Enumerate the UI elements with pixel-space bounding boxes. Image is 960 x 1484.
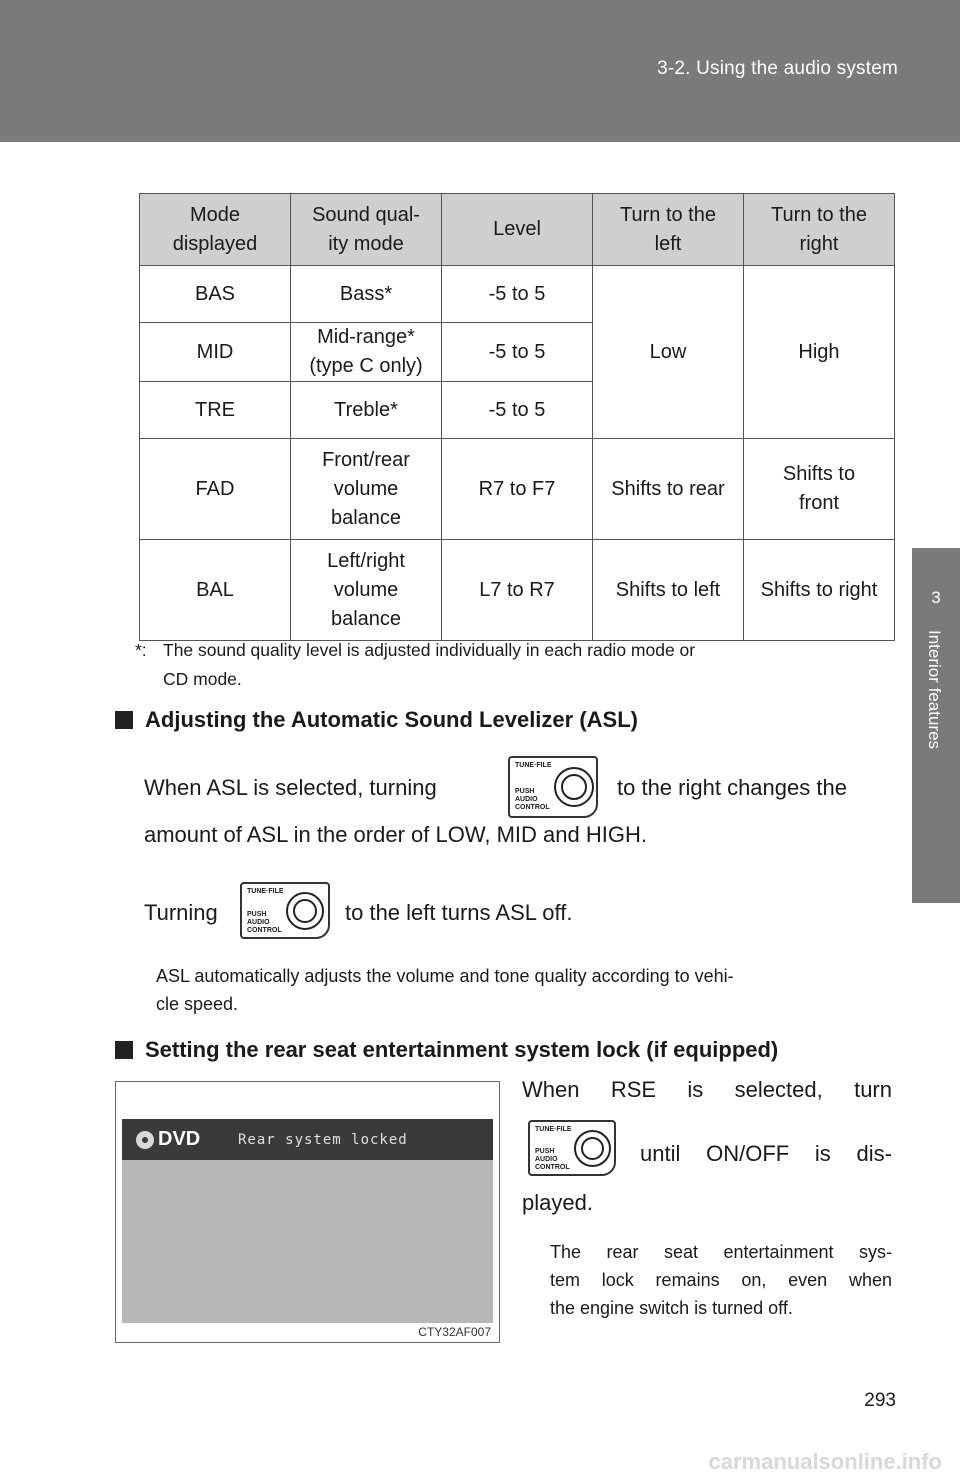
knob-top-label: TUNE·FILE: [515, 762, 552, 769]
screen-display: [122, 1119, 493, 1323]
header-sound-quality-text: Sound qual- ity mode: [312, 203, 420, 255]
page-number: 293: [864, 1390, 896, 1411]
knob-top-label: TUNE·FILE: [247, 888, 284, 895]
table-cell: Shifts to rear: [593, 439, 744, 540]
rse-text-3: played.: [522, 1190, 593, 1215]
screen-title-bar: [122, 1119, 493, 1160]
header-mode: [140, 194, 291, 266]
table-cell: Shifts to left: [593, 540, 744, 641]
table-cell-merged-left: Low: [593, 266, 744, 439]
knob-label-1: PUSH: [247, 911, 267, 918]
asl-note-line-2: cle speed.: [156, 994, 239, 1014]
header-sound-quality: [291, 194, 442, 266]
asl-text-1a: When ASL is selected, turning: [144, 775, 437, 800]
square-bullet-icon: [115, 711, 133, 729]
footnote-line-2: CD mode.: [163, 669, 242, 689]
chapter-label: Interior features: [925, 630, 944, 750]
table-cell: Left/right volume balance: [291, 540, 442, 641]
table-cell: Bass*: [291, 266, 442, 323]
table-row: [140, 266, 895, 323]
table-cell: Treble*: [291, 382, 442, 439]
knob-label-2: AUDIO: [247, 919, 270, 926]
knob-label-3: CONTROL: [515, 804, 550, 811]
tune-file-knob-icon: [528, 1120, 616, 1176]
header-turn-right-text: Turn to the right: [771, 203, 867, 255]
rse-note-line-1: The rear seat entertainment sys-: [550, 1242, 892, 1262]
knob-dial: [286, 892, 324, 930]
table-cell: BAL: [140, 540, 291, 641]
knob-label-2: AUDIO: [535, 1156, 558, 1163]
table-cell: -5 to 5: [442, 266, 593, 323]
table-cell: FAD: [140, 439, 291, 540]
table-cell: L7 to R7: [442, 540, 593, 641]
header-mode-text: Mode displayed: [172, 203, 258, 255]
rse-heading: [115, 1037, 778, 1063]
knob-top-label: TUNE·FILE: [535, 1126, 572, 1133]
knob-label-3: CONTROL: [247, 927, 282, 934]
header-turn-left: [593, 194, 744, 266]
table-cell: -5 to 5: [442, 323, 593, 382]
watermark: carmanualsonline.info: [708, 1449, 942, 1474]
table-row: [140, 540, 895, 641]
screen-message: Rear system locked: [238, 1132, 408, 1148]
asl-heading-text: Adjusting the Automatic Sound Levelizer (ASL): [145, 707, 638, 732]
table-cell: Mid-range* (type C only): [291, 323, 442, 382]
table-cell: Shifts to front: [744, 439, 895, 540]
asl-text-2a: Turning: [144, 900, 218, 925]
dvd-label: DVD: [158, 1128, 201, 1150]
table-cell: TRE: [140, 382, 291, 439]
table-header-row: [140, 194, 895, 266]
table-row: [140, 439, 895, 540]
header-turn-right: [744, 194, 895, 266]
knob-label-1: PUSH: [535, 1148, 555, 1155]
knob-label-1: PUSH: [515, 788, 535, 795]
tune-file-knob-icon: [508, 756, 598, 818]
asl-text-1b: to the right changes the: [617, 775, 847, 800]
table-cell-merged-right: High: [744, 266, 895, 439]
table-cell: Front/rear volume balance: [291, 439, 442, 540]
knob-label-2: AUDIO: [515, 796, 538, 803]
header-band: [0, 0, 960, 142]
rse-heading-text: Setting the rear seat entertainment system lock (if equipped): [145, 1037, 779, 1062]
asl-text-1c: amount of ASL in the order of LOW, MID and HIGH.: [144, 822, 647, 847]
table-cell: MID: [140, 323, 291, 382]
table-cell: BAS: [140, 266, 291, 323]
table-footnote: [135, 636, 895, 694]
footnote-mark: *:: [135, 640, 147, 660]
image-code: CTY32AF007: [418, 1325, 491, 1339]
chapter-side-tab: [912, 548, 960, 903]
knob-label-3: CONTROL: [535, 1164, 570, 1171]
asl-note-line-1: ASL automatically adjusts the volume and tone quality according to vehi-: [156, 966, 734, 986]
rse-note-line-3: the engine switch is turned off.: [550, 1298, 793, 1318]
tune-file-knob-icon: [240, 882, 330, 939]
header-level-text: Level: [493, 218, 541, 240]
rse-text-1: When RSE is selected, turn: [522, 1077, 892, 1102]
header-turn-left-text: Turn to the left: [620, 203, 716, 255]
table-cell: -5 to 5: [442, 382, 593, 439]
table-cell: R7 to F7: [442, 439, 593, 540]
square-bullet-icon: [115, 1041, 133, 1059]
knob-dial: [574, 1130, 611, 1167]
footnote-line-1: The sound quality level is adjusted individually in each radio mode or: [163, 640, 696, 660]
rse-note-line-2: tem lock remains on, even when: [550, 1270, 892, 1290]
table-cell: Shifts to right: [744, 540, 895, 641]
sound-quality-table: [139, 193, 895, 641]
chapter-number: 3: [931, 588, 941, 607]
rse-text-2: until ON/OFF is dis-: [640, 1141, 892, 1166]
disc-icon: [136, 1131, 154, 1149]
header-level: [442, 194, 593, 266]
asl-text-2b: to the left turns ASL off.: [345, 900, 573, 925]
knob-dial: [554, 767, 594, 807]
rear-system-locked-screen-image: [115, 1081, 500, 1343]
asl-heading: [115, 707, 638, 733]
section-title: 3-2. Using the audio system: [657, 58, 898, 79]
